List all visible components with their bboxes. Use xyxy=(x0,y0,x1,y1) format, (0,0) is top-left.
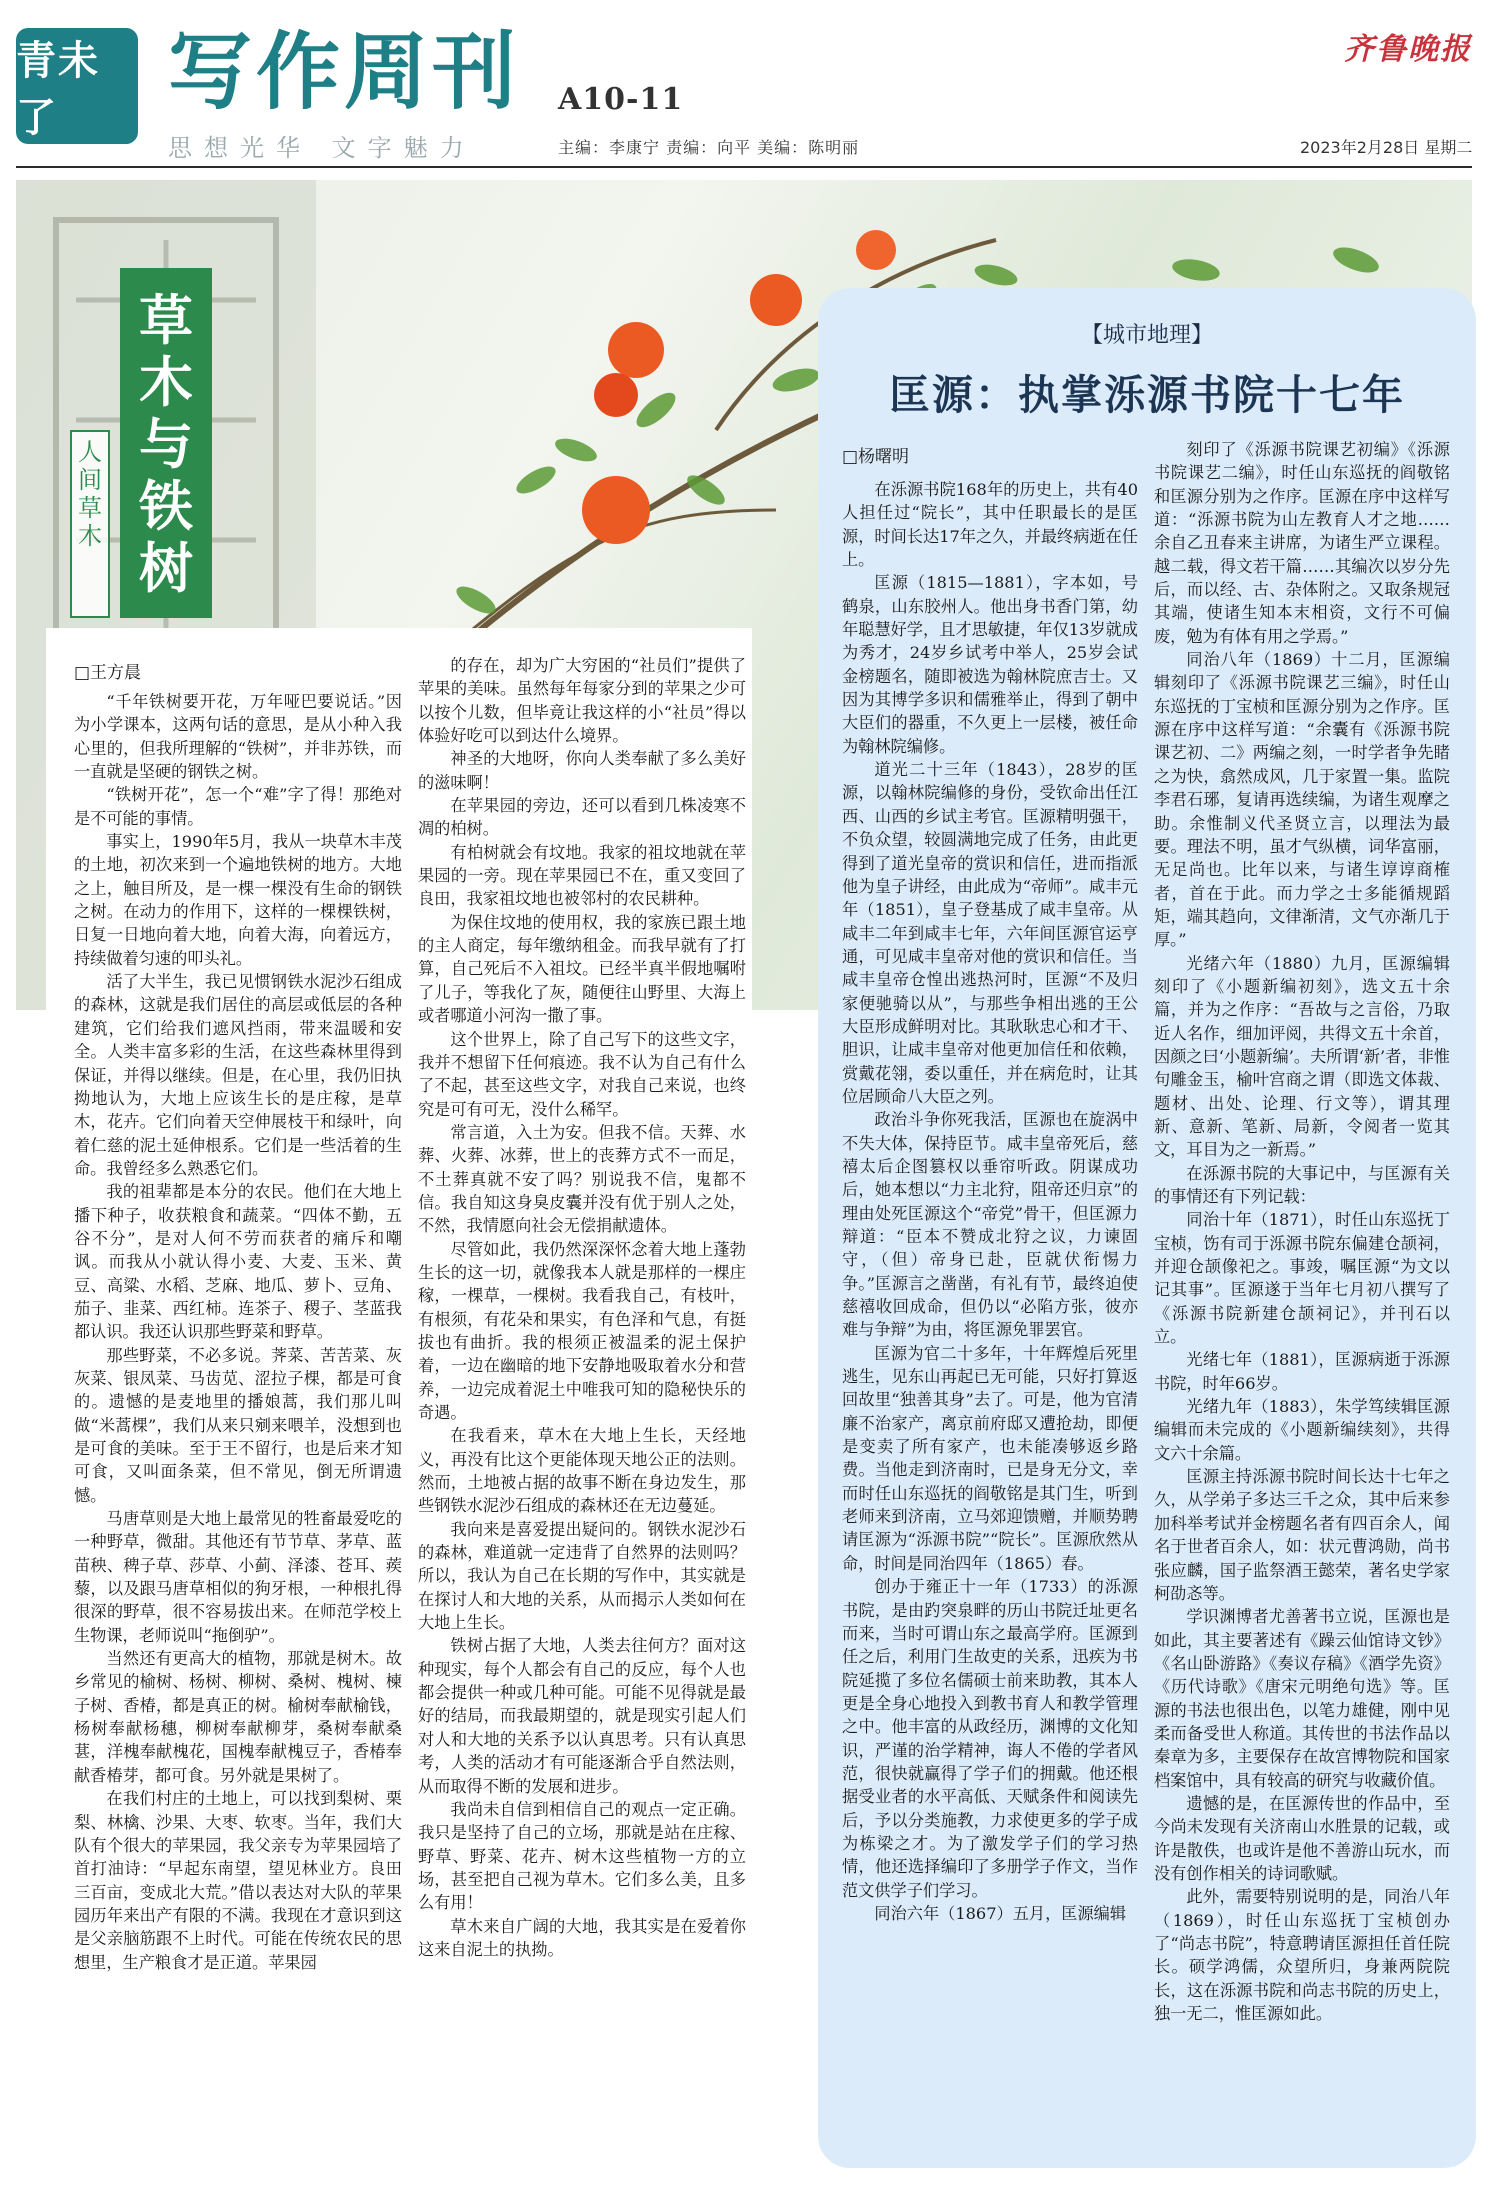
left-col2-paragraph: 在我看来，草木在大地上生长，天经地义，再没有比这个更能体现天地公正的法则。然而，土地被占据的故事不断在身边发生，那些钢铁水泥沙石组成的森林还在无边蔓延。 xyxy=(418,1426,746,1516)
left-col2-paragraph: 为保住坟地的使用权，我的家族已跟土地的主人商定，每年缴纳租金。而我早就有了打算，自己死后不入祖坟。已经半真半假地嘱咐了儿子，等我化了灰，随便往山野里、大海上或者哪道小河沟一撒了事。 xyxy=(418,912,746,1026)
right-col1-paragraph: 同治六年（1867）五月，匡源编辑 xyxy=(874,1903,1127,1923)
newspaper-logo: 齐鲁晚报 xyxy=(1344,32,1472,67)
left-article-column-1 xyxy=(74,690,402,1974)
left-col1-paragraph: 我的祖辈都是本分的农民。他们在大地上播下种子，收获粮食和蔬菜。“四体不勤，五谷不分”，是对人何不劳而获者的痛斥和嘲讽。而我从小就认得小麦、大麦、玉米、黄豆、高粱、水稻、芝麻、地瓜、萝卜、豆角、茄子、韭菜、西红柿。连茶子、稷子、茎蓝我都认识。我还认识那些野菜和野草。 xyxy=(74,1182,402,1342)
issue-number: A10-11 xyxy=(558,82,684,117)
right-col1-paragraph: 创办于雍正十一年（1733）的泺源书院，是由趵突泉畔的历山书院迁址更名而来，当时可谓山东之最高学府。匡源到任之后，利用门生故吏的关系，迅疾为书院延揽了多位名儒硕士前来助教，其本人更是全身心地投入到教书育人和教学管理之中。他丰富的从政经历，渊博的文化知识，严谨的治学精神，诲人不倦的学者风范，很快就赢得了学子们的拥戴。他还根据受业者的水平高低、天赋条件和阅读先后，予以分类施教，力求使更多的学子成为栋梁之才。为了激发学子们的学习热情，他还选择编印了多册学子作文，当作范文供学子们学习。 xyxy=(842,1577,1138,1900)
left-col2-paragraph: 我尚未自信到相信自己的观点一定正确。我只是坚持了自己的立场，那就是站在庄稼、野草、野菜、花卉、树木这些植物一方的立场，甚至把自己视为草木。它们多么美，且多么有用！ xyxy=(418,1799,746,1913)
left-col1-paragraph: 在我们村庄的土地上，可以找到梨树、栗梨、林檎、沙果、大枣、软枣。当年，我们大队有个很大的苹果园，我父亲专为苹果园培了首打油诗：“早起东南望，望见林业方。良田三百亩，变成北大荒。”借以表达对大队的苹果园历年来出产有限的不满。我现在才意识到这是父亲脑筋跟不上时代。可能在传统农民的思想里，生产粮食才是正道。苹果园 xyxy=(74,1789,402,1972)
left-col1-paragraph: 马唐草则是大地上最常见的牲畜最爱吃的一种野草，微甜。其他还有节节草、茅草、蓝苗秧、稗子草、莎草、小蓟、泽漆、苍耳、蒺藜，以及跟马唐草相似的狗牙根，一种根扎得很深的野草，很不容易拔出来。在师范学校上生物课，老师说叫“拖倒驴”。 xyxy=(74,1509,402,1645)
editor-credits: 主编：李康宁 责编：向平 美编：陈明丽 xyxy=(558,138,860,157)
right-article-title: 匡源：执掌泺源书院十七年 xyxy=(889,371,1405,419)
left-col1-paragraph: “千年铁树要开花，万年哑巴要说话。”因为小学课本，这两句话的意思，是从小种入我心里的，但我所理解的“铁树”，并非苏铁，而一直就是坚硬的钢铁之树。 xyxy=(74,692,402,782)
left-col2-paragraph: 的存在，却为广大穷困的“社员们”提供了苹果的美味。虽然每年每家分到的苹果之少可以按个儿数，但毕竟让我这样的小“社员”得以体验好吃可以到达什么境界。 xyxy=(418,656,746,746)
right-col2-paragraph: 光绪七年（1881），匡源病逝于泺源书院，时年66岁。 xyxy=(1154,1350,1450,1393)
right-col2-paragraph: 匡源主持泺源书院时间长达十七年之久，从学弟子多达三千之众，其中后来参加科举考试并金榜题名者有四百余人，闻名于世者百余人，如：状元曹鸿勋，尚书张应麟，国子监祭酒王懿荣，著名史学家柯劭忞等。 xyxy=(1154,1467,1450,1603)
right-col2-paragraph: 遗憾的是，在匡源传世的作品中，至今尚未发现有关济南山水胜景的记载，或许是散佚，也或许是他不善游山玩水，而没有创作相关的诗词歌赋。 xyxy=(1154,1793,1450,1883)
left-col1-paragraph: 那些野菜，不必多说。荠菜、苦苦菜、灰灰菜、银凤菜、马齿苋、涩拉子棵，都是可食的。遗憾的是麦地里的播娘蒿，我们那儿叫做“米蒿棵”，我们从来只剜来喂羊，没想到也是可食的美味。至于王不留行，也是后来才知可食，又叫面条菜，但不常见，倒无所谓遗憾。 xyxy=(74,1345,402,1505)
left-article-byline: □王方晨 xyxy=(74,663,142,683)
left-article-column-2 xyxy=(418,654,746,1961)
right-col2-paragraph: 同治十年（1871），时任山东巡抚丁宝桢，饬有司于泺源书院东偏建仓颉祠，并迎仓颉像祀之。事竣，嘱匡源“为文以记其事”。匡源遂于当年七月初八撰写了《泺源书院新建仓颉祠记》，并刊石以立。 xyxy=(1154,1210,1450,1347)
right-col2-paragraph: 同治八年（1869）十二月，匡源编辑刻印了《泺源书院课艺三编》，时任山东巡抚的丁宝桢和匡源分别为之作序。匡源在序中这样写道：“余囊有《泺源书院课艺初、二》两编之刻，一时学者争先睹之为快，翕然成风，几于家置一集。监院李君石琊，复请再选续编，为诸生观摩之助。余惟制义代圣贤立言，以理法为最要。理法不明，虽才气纵横，词华富丽，无足尚也。比年以来，与诸生谆谆商榷者，首在于此。而力学之士多能循规蹈矩，端其趋向，文律渐清，文气亦渐几于厚。” xyxy=(1154,650,1450,950)
publication-date: 2023年2月28日 星期二 xyxy=(1300,138,1473,157)
left-col2-paragraph: 常言道，入土为安。但我不信。天葬、水葬、火葬、冰葬，世上的丧葬方式不一而足，不土葬真就不安了吗？别说我不信，鬼都不信。我自知这身臭皮囊并没有优于别人之处，不然，我情愿向社会无偿捐献遗体。 xyxy=(418,1122,746,1236)
left-article-title-line1: 草木 xyxy=(139,289,193,414)
left-article-section-label: 人 间 草 木 xyxy=(70,430,110,618)
left-col1-paragraph: 事实上，1990年5月，我从一块草木丰茂的土地，初次来到一个遍地铁树的地方。大地之上，触目所及，是一棵一棵没有生命的钢铁之树。在动力的作用下，这样的一棵棵铁树，日复一日地向着大地，向着大海，向着远方，持续做着匀速的叩头礼。 xyxy=(74,832,402,968)
left-col1-paragraph: “铁树开花”，怎一个“难”字了得！那绝对是不可能的事情。 xyxy=(74,785,402,828)
right-col1-paragraph: 道光二十三年（1843），28岁的匡源，以翰林院编修的身份，受钦命出任江西、山西的乡试主考官。匡源精明强干，不负众望，较圆满地完成了任务，由此更得到了道光皇帝的赏识和信任，进而指派他为皇子讲经，由此成为“帝师”。咸丰元年（1851），皇子登基成了咸丰皇帝。从咸丰二年到咸丰七年，六年间匡源官运亨通，可见咸丰皇帝对他的赏识和信任。当咸丰皇帝仓惶出逃热河时，匡源“不及归家便驰骑以从”，与那些争相出逃的王公大臣形成鲜明对比。其耿耿忠心和才干、胆识，让咸丰皇帝对他更加信任和依赖，赏戴花翎，委以重任，并在病危时，让其位居顾命八大臣之列。 xyxy=(842,760,1138,1106)
left-col2-paragraph: 神圣的大地呀，你向人类奉献了多么美好的滋味啊！ xyxy=(418,749,746,792)
right-col2-paragraph: 学识渊博者尤善著书立说，匡源也是如此，其主要著述有《躁云仙馆诗文钞》《名山卧游路》《奏议存稿》《酒学先资》《历代诗歌》《唐宋元明绝句选》等。匡源的书法也很出色，以笔力雄健，刚中见柔而备受世人称道。其传世的书法作品以秦章为多，主要保存在故宫博物院和国家档案馆中，具有较高的研究与收藏价值。 xyxy=(1154,1607,1450,1790)
slogan: 思想光华 文字魅力 xyxy=(168,134,476,162)
left-col1-paragraph: 活了大半生，我已见惯钢铁水泥沙石组成的森林，这就是我们居住的高层或低层的各种建筑，它们给我们遮风挡雨，带来温暖和安全。人类丰富多彩的生活，在这些森林里得到保证，并得以继续。但是，在心里，我仍旧执拗地认为，大地上应该生长的是庄稼，是草木，花卉。它们向着天空伸展枝干和绿叶，向着仁慈的泥土延伸根系。它们是一些活着的生命。我曾经多么熟悉它们。 xyxy=(74,972,402,1178)
right-col1-paragraph: 在泺源书院168年的历史上，共有40人担任过“院长”，其中任职最长的是匡源，时间长达17年之久，并最终病逝在任上。 xyxy=(842,480,1138,570)
right-col2-paragraph: 在泺源书院的大事记中，与匡源有关的事情还有下列记载： xyxy=(1154,1163,1450,1206)
left-article-title xyxy=(120,268,212,618)
right-col2-paragraph: 刻印了《泺源书院课艺初编》《泺源书院课艺二编》，时任山东巡抚的阎敬铭和匡源分别为之作序。匡源在序中这样写道：“泺源书院为山左教育人才之地……余自乙丑春来主讲席，为诸生严立课程。越二载，得文若干篇……其编次以岁分先后，而以经、古、杂体附之。又取条规冠其端，使诸生知本末相资，文行不可偏废，勉为有体有用之学焉。” xyxy=(1154,440,1450,646)
right-col2-paragraph: 此外，需要特别说明的是，同治八年（1869），时任山东巡抚丁宝桢创办了“尚志书院”，特意聘请匡源担任首任院长。硕学鸿儒，众望所归，身兼两院院长，这在泺源书院和尚志书院的历史上，独一无二，惟匡源如此。 xyxy=(1154,1887,1450,2024)
left-col2-paragraph: 在苹果园的旁边，还可以看到几株凌寒不凋的柏树。 xyxy=(418,796,746,839)
left-col2-paragraph: 这个世界上，除了自己写下的这些文字，我并不想留下任何痕迹。我不认为自己有什么了不起，甚至这些文字，对我自己来说，也终究是可有可无，没什么稀罕。 xyxy=(418,1029,746,1119)
left-col2-paragraph: 尽管如此，我仍然深深怀念着大地上蓬勃生长的这一切，就像我本人就是那样的一棵庄稼，一棵草，一棵树。我看我自己，有枝叶，有根须，有花朵和果实，有色泽和气息，有挺拔也有曲折。我的根须正被温柔的泥土保护着，一边在幽暗的地下安静地吸取着水分和营养，一边完成着泥土中唯我可知的隐秘快乐的奇遇。 xyxy=(418,1239,746,1422)
right-col2-paragraph: 光绪九年（1883），朱学笃续辑匡源编辑而未完成的《小题新编续刻》，共得文六十余篇。 xyxy=(1154,1397,1450,1463)
right-article-section-tag: 【城市地理】 xyxy=(1080,323,1213,348)
left-article-title-line2: 与铁树 xyxy=(139,413,193,600)
left-col2-paragraph: 有柏树就会有坟地。我家的祖坟地就在苹果园的一旁。现在苹果园已不在，重又变回了良田，我家祖坟地也被邻村的农民耕种。 xyxy=(418,842,746,909)
left-col2-paragraph: 我向来是喜爱提出疑问的。钢铁水泥沙石的森林，难道就一定违背了自然界的法则吗？所以，我认为自己在长期的写作中，其实就是在探讨人和大地的关系，从而揭示人类如何在大地上生长。 xyxy=(418,1519,746,1633)
logo: 青未了 xyxy=(16,28,138,144)
right-article-column-2 xyxy=(1154,438,1450,2025)
page-title: 写作周刊 xyxy=(168,23,521,121)
right-col1-paragraph: 匡源为官二十多年，十年辉煌后死里逃生，见东山再起已无可能，只好打算返回故里“独善其身”去了。可是，他为官清廉不治家产，离京前府邸又遭抢劫，即便是变卖了所有家产，也未能凑够返乡路费。当他走到济南时，已是身无分文，幸而时任山东巡抚的阎敬铭是其门生，听到老师来到济南，立马郊迎馈赠，并顺势聘请匡源为“泺源书院”“院长”。匡源欣然从命，时间是同治四年（1865）春。 xyxy=(842,1343,1138,1573)
right-article-byline: □杨曙明 xyxy=(842,447,910,467)
right-col2-paragraph: 光绪六年（1880）九月，匡源编辑刻印了《小题新编初刻》，选文五十余篇，并为之作序：“吾故与之言俗，乃取近人名作，细加评阅，共得文五十余首，因颜之曰‘小题新编’。夫所谓‘新’者，非惟句雕金玉，榆叶宫商之谓（即选文体裁、题材、出处、论理、行文等），谓其理新、意新、笔新、局新，令阅者一览其文，耳目为之一新焉。” xyxy=(1154,953,1450,1160)
right-col1-paragraph: 政治斗争你死我活，匡源也在旋涡中不失大体，保持臣节。咸丰皇帝死后，慈禧太后企图篡权以垂帘听政。阴谋成功后，她本想以“力主北狩，阻帝还归京”的理由处死匡源这个“帝党”骨干，但匡源力辩道：“臣本不赞成北狩之议，力谏固守，（但）帝身已赴，臣就伏衔惕力争。”匡源言之凿凿，有礼有节，最终迫使慈禧收回成命，但仍以“必陷方张，彼亦难与争辩”为由，将匡源免罪罢官。 xyxy=(842,1110,1138,1340)
right-col1-paragraph: 匡源（1815—1881），字本如，号鹤泉，山东胶州人。他出身书香门第，幼年聪慧好学，且才思敏捷，年仅13岁就成为秀才，24岁乡试考中举人，25岁会试金榜题名，随即被选为翰林院庶吉士。又因为其博学多识和儒雅举止，得到了朝中大臣们的器重，不久更上一层楼，被任命为翰林院编修。 xyxy=(842,573,1138,756)
right-article-column-1 xyxy=(842,478,1138,1925)
left-col1-paragraph: 当然还有更高大的植物，那就是树木。故乡常见的榆树、杨树、柳树、桑树、槐树、楝子树、香椿，都是真正的树。榆树奉献榆钱，杨树奉献杨穗，柳树奉献柳芽，桑树奉献桑葚，洋槐奉献槐花，国槐奉献槐豆子，香椿奉献香椿芽，都可食。另外就是果树了。 xyxy=(74,1649,402,1785)
header-rule xyxy=(16,166,1472,168)
left-col2-paragraph: 铁树占据了大地，人类去往何方？面对这种现实，每个人都会有自己的反应，每个人也都会提供一种或几种可能。可能不见得就是最好的结局，而我最期望的，就是现实引起人们对人和大地的关系予以认真思考。只有认真思考，人类的活动才有可能逐渐合乎自然法则，从而取得不断的发展和进步。 xyxy=(418,1636,746,1796)
left-col2-paragraph: 草木来自广阔的大地，我其实是在爱着你这来自泥土的执拗。 xyxy=(418,1916,746,1959)
